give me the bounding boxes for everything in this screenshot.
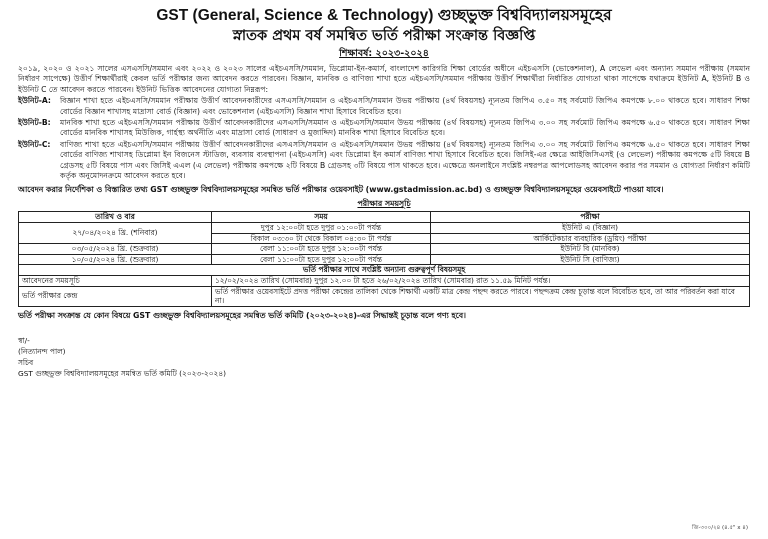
table-row [19, 244, 750, 255]
unit-c-label: ইউনিট-C: [18, 139, 51, 149]
signatory-name: (নিত্যানন্দ পাল) [18, 346, 66, 356]
unit-a-text: বিজ্ঞান শাখা হতে এইচএসসি/সমমান পরীক্ষায় উত্তীর্ণ আবেদনকারীদের এসএসসি/সমমান ও এইচএসসি/সমমান উভয় পরীক্ষায় (৪র্থ বিষয়সহ) ন্যূনতম জিপিএ ৩.৫০ সহ সর্বমোট জিপিএ কমপক্ষে ৮.০০ থাকতে হবে। সাধারণ শিক্ষা বোর্ডের বিজ্ঞান শাখাসহ মাদ্রাসা বোর্ড (বিজ্ঞান) এবং ভোকেশনাল (এইচএসসি) বিজ্ঞান শাখা হিসাবে বিবেচিত হবে। [60, 96, 750, 116]
schedule-time: দুপুর ১২:০০টা হতে দুপুর ০১:০০টা পর্যন্ত [212, 223, 431, 234]
important-key: আবেদনের সময়সূচি [19, 276, 212, 287]
unit-b-row [18, 118, 750, 139]
col-exam-header: পরীক্ষা [431, 212, 750, 223]
schedule-exam: ইউনিট সি (বাণিজ্য) [431, 254, 750, 265]
schedule-exam: ইউনিট বি (মানবিক) [431, 244, 750, 255]
important-heading: ভর্তি পরীক্ষার সাথে সংশ্লিষ্ট অন্যান্য গুরুত্বপূর্ণ বিষয়সমূহ [19, 265, 750, 276]
table-row [19, 254, 750, 265]
schedule-caption: পরীক্ষার সময়সূচি [357, 199, 411, 209]
table-row [19, 276, 750, 287]
unit-c-text: বাণিজ্য শাখা হতে এইচএসসি/সমমান পরীক্ষায় উত্তীর্ণ আবেদনকারীদের এসএসসি/সমমান ও এইচএসসি/সমমান উভয় পরীক্ষায় (৪র্থ বিষয়সহ) ন্যূনতম জিপিএ ৩.০০ সহ সর্বমোট জিপিএ কমপক্ষে ৬.৫০ থাকতে হবে। সাধারণ শিক্ষা বোর্ডের বাণিজ্য শাখাসহ ডিপ্লোমা ইন বিজনেস স্টাডিজ, ব্যবসায় ব্যবস্থাপনা (এইচএসসি) এবং ডিপ্লোমা ইন কমার্স বাণিজ্য শাখা হিসাবে বিবেচিত হবে। জিসিই-এর ক্ষেত্রে আইজিসিএসই (ও লেভেল) পরীক্ষায় কমপক্ষে ৫টি বিষয়ে B গ্রেডসহ ৫টি বিষয়ে পাস এবং জিসিই এএল (এ লেভেল) পরীক্ষায় কমপক্ষে ২টি বিষয়ে B গ্রেডসহ ৩টি বিষয়ে পাস থাকতে হবে। এক্ষেত্রে অনলাইনে সংশ্লিষ্ট নম্বরপত্র আপলোডসহ আবেদন করার পর সমমান ও যোগ্যতা নির্ধারণ কমিটি কর্তৃক অনুমোদনক্রমে আবেদন করতে হবে। [60, 139, 750, 181]
signatory-committee: GST গুচ্ছভুক্ত বিশ্ববিদ্যালয়সমূহের সমন্বিত ভর্তি কমিটি (২০২৩-২০২৪) [18, 368, 227, 378]
schedule-time: বেলা ১১:০০টা হতে দুপুর ১২:০০টা পর্যন্ত [212, 244, 431, 255]
schedule-header-row [19, 212, 750, 223]
important-header-row [19, 265, 750, 276]
unit-a-row [18, 96, 750, 117]
signature-block [18, 335, 750, 379]
important-value: ভর্তি পরীক্ষার ওয়েবসাইটে প্রদত্ত পরীক্ষা কেন্দ্রের তালিকা থেকে শিক্ষার্থী একটি মাত্র কেন্দ্র পছন্দ করতে পারবে। পছন্দক্রম কেন্দ্র চূড়ান্ত বলে বিবেচিত হবে, তা আর পরিবর্তন করা যাবে না। [212, 286, 750, 306]
col-date-header: তারিখ ও বার [19, 212, 212, 223]
signature-mark: স্বা/- [18, 335, 30, 345]
apply-instructions: আবেদন করার নির্দেশিকা ও বিস্তারিত তথ্য GST গুচ্ছভুক্ত বিশ্ববিদ্যালয়সমূহের সমন্বিত ভর্তি পরীক্ষার ওয়েবসাইট (www.gstadmission.ac.bd) ও গুচ্ছভুক্ত বিশ্ববিদ্যালয়সমূহের ওয়েবসাইটে পাওয়া যাবে। [18, 185, 664, 195]
academic-session: শিক্ষাবর্ষ: ২০২৩-২০২৪ [339, 48, 429, 59]
intro-paragraph: ২০১৯, ২০২০ ও ২০২১ সালের এসএসসি/সমমান এবং ২০২২ ও ২০২৩ সালের এইচএসসি/সমমান, ডিপ্লোমা-ইন-কমার্স, বাংলাদেশ কারিগরি শিক্ষা বোর্ডের অধীনে এইচএসসি (ভোকেশনাল), A লেভেল এবং অন্যান্য সমমান পরীক্ষায় (সমমান নির্ধারণ সাপেক্ষে) উত্তীর্ণ শিক্ষার্থীরাই কেবল ভর্তি পরীক্ষার জন্য আবেদন করতে পারবেন। বিজ্ঞান, মানবিক ও বাণিজ্য শাখা হতে এইচএসসি/সমমান পরীক্ষায় উত্তীর্ণ শিক্ষার্থীরা নির্ধারিত যোগ্যতা থাকা সাপেক্ষে যথাক্রমে ইউনিট A, ইউনিট B ও ইউনিট C তে আবেদন করতে পারবেন। ইউনিট ভিত্তিক আবেদনের যোগ্যতা নিম্নরূপ: [18, 64, 750, 94]
print-reference: জি-৩০০/২৪ (৪.৫" x ৪) [692, 525, 748, 531]
schedule-time: বিকাল ০৩:৩০ টা থেকে বিকাল ০৪:৩০ টা পর্যন্ত [212, 233, 431, 244]
signatory-title: সচিব [18, 357, 34, 367]
schedule-time: বেলা ১১:০০টা হতে দুপুর ১২:০০টা পর্যন্ত [212, 254, 431, 265]
final-decision-note: ভর্তি পরীক্ষা সংক্রান্ত যে কোন বিষয়ে GST গুচ্ছভুক্ত বিশ্ববিদ্যালয়সমূহের সমন্বিত ভর্তি কমিটি (২০২৩-২০২৪)-এর সিদ্ধান্তই চূড়ান্ত বলে গণ্য হবে। [18, 310, 466, 320]
unit-c-row [18, 140, 750, 182]
notice-title-main: GST (General, Science & Technology) গুচ্ছভুক্ত বিশ্ববিদ্যালয়সমূহের [156, 7, 612, 24]
schedule-date: ২৭/০৪/২০২৪ খ্রি. (শনিবার) [19, 223, 212, 244]
unit-b-text: মানবিক শাখা হতে এইচএসসি/সমমান পরীক্ষায় উত্তীর্ণ আবেদনকারীদের এসএসসি/সমমান ও এইচএসসি/সমমান উভয় পরীক্ষায় (৪র্থ বিষয়সহ) ন্যূনতম জিপিএ ৩.০০ সহ সর্বমোট জিপিএ কমপক্ষে ৬.৫০ থাকতে হবে। সাধারণ শিক্ষা বোর্ডের মানবিক শাখাসহ মিউজিক, গার্হস্থ্য অর্থনীতি এবং মাদ্রাসা বোর্ড (সাধারণ ও মুজাদ্দিদ) মানবিক শাখা হিসাবে বিবেচিত হবে। [60, 118, 750, 138]
schedule-table [18, 211, 750, 306]
table-row [19, 223, 750, 234]
notice-title-sub: স্নাতক প্রথম বর্ষ সমন্বিত ভর্তি পরীক্ষা সংক্রান্ত বিজ্ঞপ্তি [232, 28, 536, 44]
table-row [19, 286, 750, 306]
schedule-exam: ইউনিট এ (বিজ্ঞান) [431, 223, 750, 234]
schedule-exam: আর্কিটেকচার ব্যবহারিক (ড্রয়িং) পরীক্ষা [431, 233, 750, 244]
unit-b-label: ইউনিট-B: [18, 118, 51, 128]
col-time-header: সময় [212, 212, 431, 223]
schedule-date: ০৩/০৫/২০২৪ খ্রি. (শুক্রবার) [19, 244, 212, 255]
schedule-date: ১০/০৫/২০২৪ খ্রি. (শুক্রবার) [19, 254, 212, 265]
unit-a-label: ইউনিট-A: [18, 96, 51, 106]
important-key: ভর্তি পরীক্ষার কেন্দ্র [19, 286, 212, 306]
important-value: ১২/০২/২০২৪ তারিখ (সোমবার) দুপুর ১২.০০ টা হতে ২৬/০২/২০২৪ তারিখ (সোমবার) রাত ১১.৫৯ মিনিট পর্যন্ত। [212, 276, 750, 287]
